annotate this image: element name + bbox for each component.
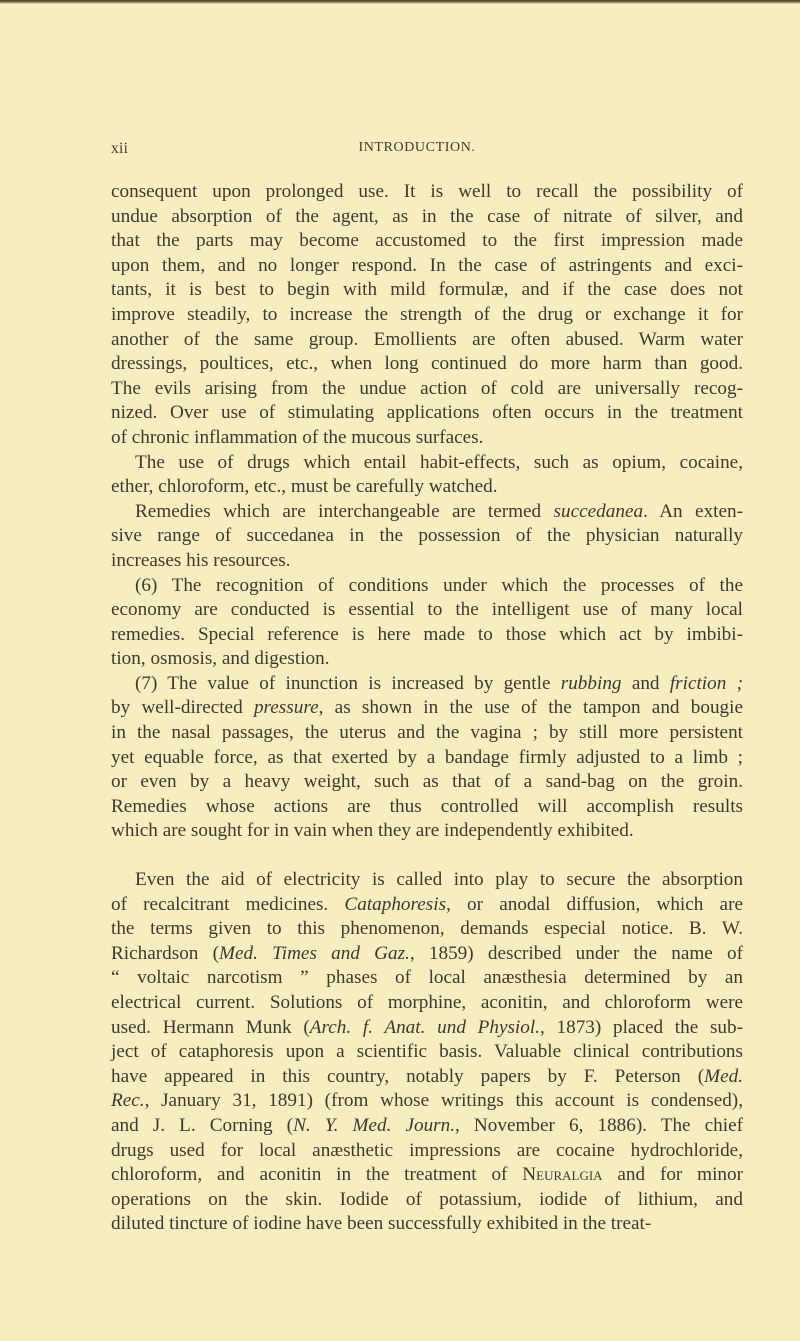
text-line: electrical current. Solutions of morphine, aconitin, and chloroform were [111, 992, 743, 1013]
text-line: tion, osmosis, and digestion. [111, 648, 330, 670]
text-line: consequent upon prolonged use. It is well to recall the possibility of [111, 181, 743, 202]
running-head [111, 140, 743, 164]
body-text [111, 180, 743, 1237]
page-number: xii [111, 140, 129, 157]
paragraph [111, 574, 743, 672]
text-line: undue absorption of the agent, as in the case of nitrate of silver, and [111, 205, 743, 227]
book-page [111, 140, 743, 1237]
italic-text: rubbing [560, 672, 622, 694]
italic-text: Med. Times and Gaz. [219, 942, 410, 964]
text-line: remedies. Special reference is here made to those which act by imbibi- [111, 623, 743, 645]
paragraph [111, 672, 743, 844]
paragraph [111, 868, 743, 1237]
text-line: or even by a heavy weight, such as that of a sand-bag on the groin. [111, 771, 743, 793]
text-line: of recalcitrant medicines. Cataphoresis, or anodal diffusion, which are [111, 893, 743, 915]
text-line: The evils arising from the undue action of cold are universally recog- [111, 377, 743, 399]
text-line: nized. Over use of stimulating applications often occurs in the treatment [111, 402, 743, 424]
italic-text: Rec. [111, 1090, 145, 1112]
text-line: ether, chloroform, etc., must be carefully watched. [111, 476, 498, 498]
italic-text: N. Y. Med. Journ. [293, 1114, 456, 1136]
text-line: operations on the skin. Iodide of potassium, iodide of lithium, and [111, 1188, 743, 1210]
italic-text: friction ; [669, 672, 743, 694]
text-line: of chronic inflammation of the mucous surfaces. [111, 426, 484, 448]
paragraph [111, 451, 743, 500]
text-line: sive range of succedanea in the possession of the physician naturally [111, 525, 743, 547]
text-line: (7) The value of inunction is increased by gentle rubbing and friction ; [135, 672, 743, 694]
text-line: Remedies which are interchangeable are termed succedanea. An exten- [135, 500, 743, 522]
text-line: yet equable force, as that exerted by a bandage firmly adjusted to a limb ; [111, 746, 743, 768]
text-line: tants, it is best to begin with mild formulæ, and if the case does not [111, 279, 743, 301]
text-line: and J. L. Corning (N. Y. Med. Journ., November 6, 1886). The chief [111, 1114, 743, 1136]
running-head-title: INTRODUCTION. [358, 140, 476, 155]
italic-text: Cataphoresis [344, 893, 447, 915]
text-line: increases his resources. [111, 549, 291, 571]
italic-text: Med. [704, 1065, 743, 1087]
small-caps-term: Neuralgia [522, 1164, 603, 1186]
text-line: Rec., January 31, 1891) (from whose writings this account is condensed), [111, 1090, 743, 1112]
text-line: the terms given to this phenomenon, demands especial notice. B. W. [111, 918, 743, 940]
text-line: another of the same group. Emollients are often abused. Warm water [111, 328, 743, 350]
text-line: have appeared in this country, notably papers by F. Peterson (Med. [111, 1065, 743, 1087]
text-line: in the nasal passages, the uterus and the vagina ; by still more persistent [111, 722, 743, 744]
text-line: ject of cataphoresis upon a scientific basis. Valuable clinical contributions [111, 1041, 743, 1063]
text-line: by well-directed pressure, as shown in the use of the tampon and bougie [111, 697, 743, 719]
paragraph [111, 180, 743, 451]
page-top-edge [0, 0, 800, 4]
text-line: upon them, and no longer respond. In the case of astringents and exci- [111, 254, 743, 276]
text-line: dressings, poultices, etc., when long continued do more harm than good. [111, 353, 743, 375]
text-line: “ voltaic narcotism ” phases of local anæsthesia determined by an [111, 967, 743, 989]
text-line: The use of drugs which entail habit-effects, such as opium, cocaine, [135, 451, 743, 473]
italic-text: succedanea [553, 500, 644, 522]
text-line: (6) The recognition of conditions under which the processes of the [135, 574, 743, 596]
text-line: drugs used for local anæsthetic impressions are cocaine hydrochloride, [111, 1139, 743, 1161]
paragraph [111, 500, 743, 574]
text-line: economy are conducted is essential to the intelligent use of many local [111, 599, 743, 621]
text-line: Richardson (Med. Times and Gaz., 1859) described under the name of [111, 942, 743, 964]
text-line: diluted tincture of iodine have been successfully exhibited in the treat- [111, 1213, 652, 1235]
text-line: Even the aid of electricity is called into play to secure the absorption [135, 869, 743, 891]
italic-text: pressure [253, 697, 319, 719]
text-line: chloroform, and aconitin in the treatment of Neuralgia and for minor [111, 1164, 743, 1186]
text-line: Remedies whose actions are thus controlled will accomplish results [111, 795, 743, 817]
text-line: used. Hermann Munk (Arch. f. Anat. und Physiol., 1873) placed the sub- [111, 1016, 743, 1038]
text-line: which are sought for in vain when they are independently exhibited. [111, 820, 634, 842]
text-line: improve steadily, to increase the strength of the drug or exchange it for [111, 303, 743, 325]
text-line: that the parts may become accustomed to the first impression made [111, 230, 743, 252]
italic-text: Arch. f. Anat. und Physiol. [309, 1016, 540, 1038]
